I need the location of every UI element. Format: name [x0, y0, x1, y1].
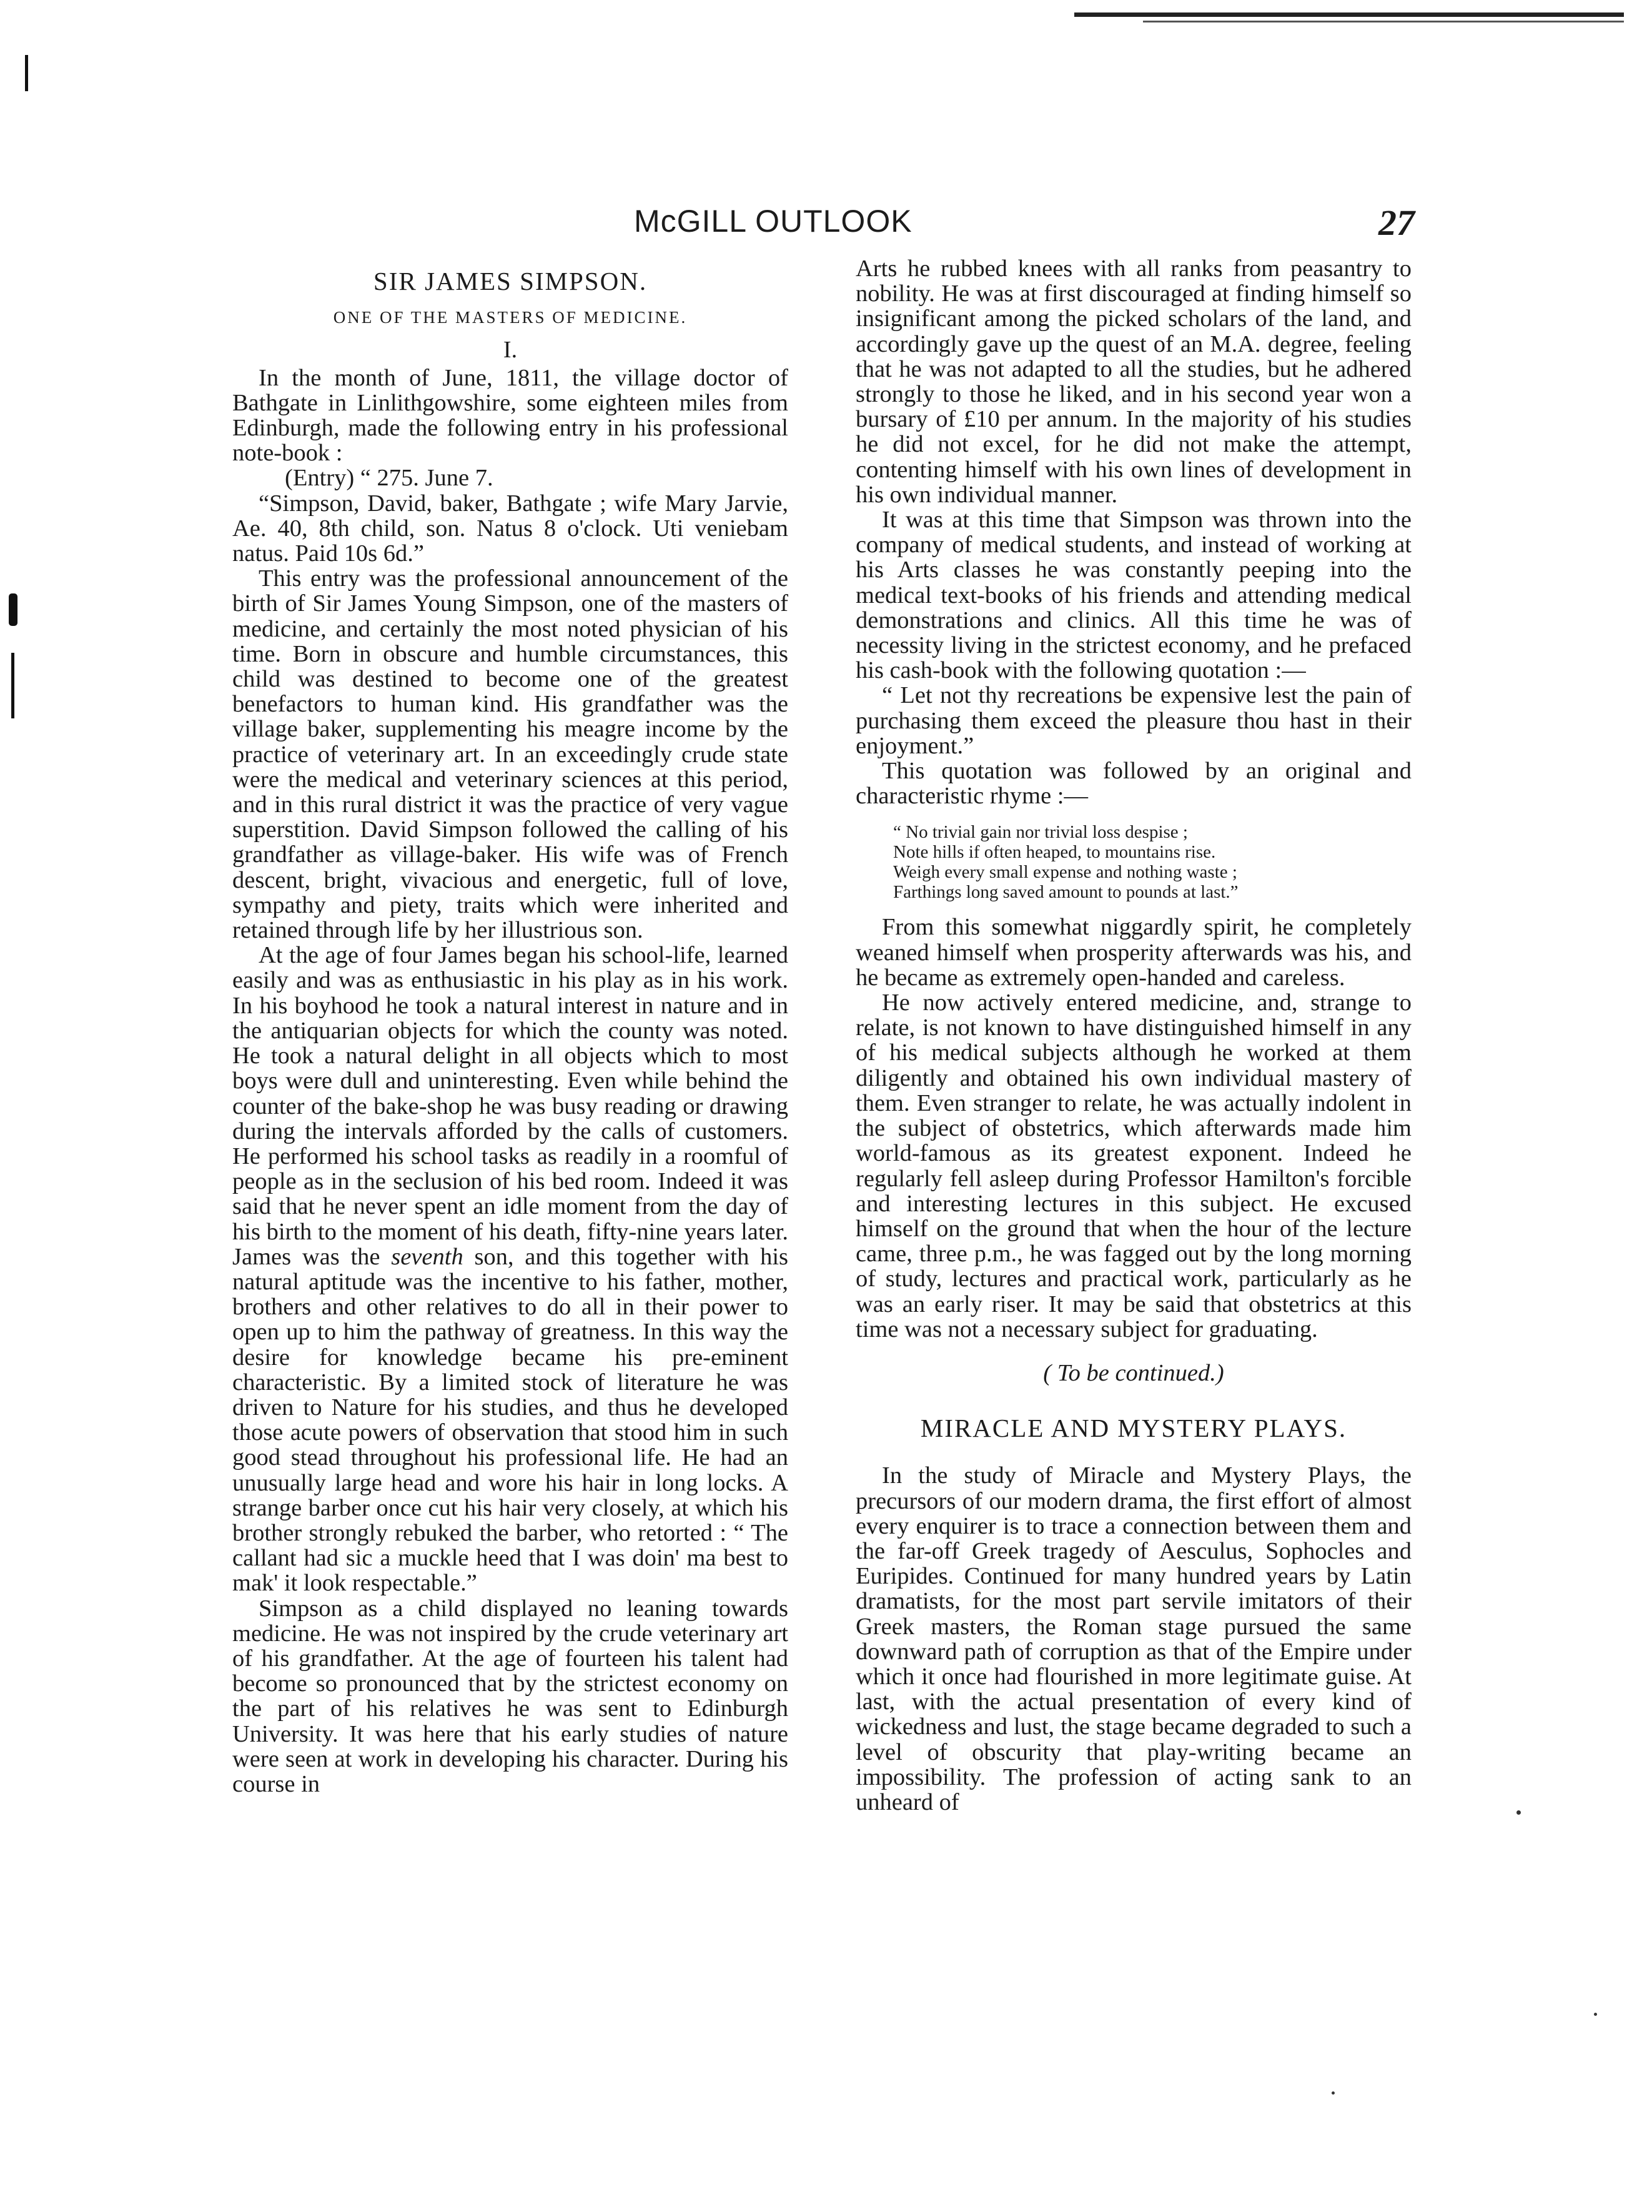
paragraph: From this somewhat niggardly spirit, he completely weaned himself when prosperity afterwards was his, and he became as extremely open-handed and careless.	[856, 914, 1412, 991]
paragraph: He now actively entered medicine, and, strange to relate, is not known to have distinguished himself in any of his medical subjects although he worked at them diligently and obtained his own individual mastery of them. Even stranger to relate, he was actually indolent in the subject of obstetrics, which afterwards made him world-famous as its greatest exponent. Indeed he regularly fell asleep during Professor Hamilton's forcible and interesting lectures in this subject. He excused himself on the ground that when the hour of the lecture came, three p.m., he was fagged out by the long morning of study, lectures and practical work, particularly as he was an early riser. It may be said that obstetrics at this time was not a necessary subject for graduating.	[856, 989, 1412, 1342]
page-header	[234, 203, 1415, 259]
top-rule	[1074, 12, 1624, 17]
paragraph	[232, 943, 788, 1595]
paragraph: Arts he rubbed knees with all ranks from peasantry to nobility. He was at first discouraged at finding himself so insignificant among the picked scholars of the land, and accordingly gave up the quest of an M.A. degree, feeling that he was not adapted to all the studies, but he adhered strongly to those he liked, and in his second year won a bursary of £10 per annum. In the majority of his studies he did not excel, for he did not make the attempt, contenting himself with his own lines of development in his own individual manner.	[856, 255, 1412, 508]
running-head: McGILL OUTLOOK	[634, 204, 913, 239]
left-column	[232, 269, 788, 1797]
paragraph: It was at this time that Simpson was thrown into the company of medical students, and instead of working at his Arts classes he was constantly peeping into the medical text-books of his friends and attending medical demonstrations and clinics. All this time he was of necessity living in the strictest economy, and he prefaced his cash-book with the following quotation :—	[856, 507, 1412, 684]
paragraph: This quotation was followed by an original and characteristic rhyme :—	[856, 758, 1412, 810]
verse-line: Weigh every small expense and nothing waste ;	[893, 862, 1237, 883]
verse-line: “ No trivial gain nor trivial loss despise ;	[893, 822, 1188, 843]
margin-mark-middle	[9, 593, 17, 626]
quotation: “ Let not thy recreations be expensive lest the pain of purchasing them exceed the pleasure thou hast in their enjoyment.”	[856, 682, 1412, 759]
article-subtitle: ONE OF THE MASTERS OF MEDICINE.	[333, 308, 688, 327]
article-title: MIRACLE AND MYSTERY PLAYS.	[920, 1414, 1347, 1443]
article-title: SIR JAMES SIMPSON.	[373, 267, 648, 295]
to-be-continued: ( To be continued.)	[1043, 1359, 1224, 1386]
paragraph: In the study of Miracle and Mystery Plays, the precursors of our modern drama, the first effort of almost every enquirer is to trace a connection between them and the far-off Greek tragedy of Aesculus, Sophocles and Euripides. Continued for many hundred years by Latin dramatists, for the most part servile imitators of their Greek masters, the Roman stage pursued the same downward path of corruption as that of the Empire under which it once had flourished in more legitimate guise. At last, with the actual presentation of every kind of wickedness and lust, the stage became degraded to such a level of obscurity that play-writing became an impossibility. The profession of acting sank to an unheard of	[856, 1462, 1412, 1815]
speck	[1594, 2013, 1597, 2016]
entry-body: “Simpson, David, baker, Bathgate ; wife Mary Jarvie, Ae. 40, 8th child, son. Natus 8 o'clock. Uti veniebam natus. Paid 10s 6d.”	[232, 490, 788, 567]
margin-mark-lower	[11, 653, 14, 718]
page-number: 27	[1378, 202, 1415, 243]
entry-heading: (Entry) “ 275. June 7.	[285, 465, 493, 492]
verse-line: Farthings long saved amount to pounds at last.”	[893, 882, 1239, 903]
right-column	[856, 256, 1412, 1815]
speck	[1332, 2091, 1335, 2095]
verse	[893, 822, 1412, 902]
paragraph: Simpson as a child displayed no leaning towards medicine. He was not inspired by the crude veterinary art of his grandfather. At the age of fourteen his talent had become so pronounced that by the strictest economy on the part of his relatives he was sent to Edinburgh University. It was here that his early studies of nature were seen at work in developing his character. During his course in	[232, 1595, 788, 1797]
paragraph: This entry was the professional announcement of the birth of Sir James Young Simpson, one of the masters of medicine, and certainly the most noted physician of his time. Born in obscure and humble circumstances, this child was destined to become one of the greatest benefactors to human kind. His grandfather was the village baker, supplementing his meagre income by the practice of veterinary art. In an exceedingly crude state were the medical and veterinary sciences at this period, and in this rural district it was the practice of very vague superstition. David Simpson followed the calling of his grandfather as village-baker. His wife was of French descent, bright, vivacious and energetic, full of love, sympathy and piety, traits which were inherited and retained through life by her illustrious son.	[232, 565, 788, 944]
margin-mark-top	[25, 55, 28, 91]
emphasis: seventh	[391, 1243, 463, 1270]
paragraph-text: At the age of four James began his school-life, learned easily and was as enthusiastic in his play as in his work. In his boyhood he took a natural interest in nature and in the antiquarian objects for which the county was noted. He took a natural delight in all objects which to most boys were dull and uninteresting. Even while behind the counter of the bake-shop he was busy reading or drawing during the intervals afforded by the calls of customers. He performed his school tasks as readily in a roomful of people as in the seclusion of his bed room. Indeed it was said that he never spent an idle moment from the day of his birth to the moment of his death, fifty-nine years later. James was the	[232, 942, 788, 1270]
paragraph-text: son, and this together with his natural aptitude was the incentive to his father, mother, brothers and other relatives to do all in their power to open up to him the pathway of greatness. In this way the desire for knowledge became his pre-eminent characteristic. By a limited stock of literature he was driven to Nature for his studies, and thus he developed those acute powers of observation that stood him in such good stead throughout his professional life. He had an unusually large head and wore his hair in long locks. A strange barber once cut his hair very closely, at which his brother strongly rebuked the barber, who retorted : “ The callant had sic a muckle heed that I was doin' ma best to mak' it look respectable.”	[232, 1243, 789, 1597]
speck	[1516, 1810, 1521, 1815]
top-rule-thin	[1143, 21, 1624, 22]
paragraph: In the month of June, 1811, the village doctor of Bathgate in Linlithgowshire, some eighteen miles from Edinburgh, made the following entry in his professional note-book :	[232, 364, 788, 467]
part-numeral: I.	[503, 337, 518, 364]
verse-line: Note hills if often heaped, to mountains rise.	[893, 842, 1216, 863]
